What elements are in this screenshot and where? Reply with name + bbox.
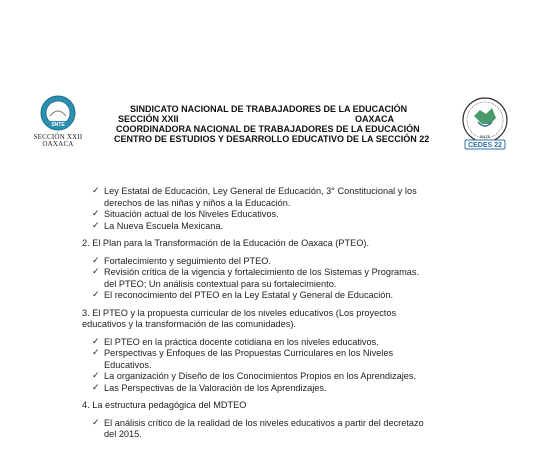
section-3-title: 3. El PTEO y la propuesta curricular de los niveles educativos (Los proyectos: [82, 307, 397, 318]
list-item: ✓ El análisis crítico de la realidad de los niveles educativos a partir del decretazo: [92, 417, 424, 428]
checkmark-icon: ✓: [92, 348, 100, 358]
section-3-title-continuation: educativos y la transformación de las comunidades).: [82, 319, 296, 329]
list-item: ✓ Ley Estatal de Educación, Ley General de Educación, 3° Constitucional y los: [92, 186, 417, 196]
list-item: ✓ La Nueva Escuela Mexicana.: [92, 220, 223, 231]
header-line-seccion: [100, 114, 450, 124]
list-item-continuation: del 2015.: [104, 429, 142, 439]
checkmark-icon: ✓: [92, 267, 100, 277]
checkmark-icon: ✓: [92, 290, 100, 300]
list-item-continuation: del PTEO; Un análisis contextual para su fortalecimiento.: [104, 278, 337, 289]
header-oaxaca: OAXACA: [354, 114, 394, 124]
checkmark-icon: ✓: [92, 220, 100, 231]
checkmark-icon: ✓: [92, 186, 100, 196]
cedes-emblem-icon: [456, 94, 514, 152]
checkmark-icon: ✓: [92, 371, 100, 381]
header-line-centro: CENTRO DE ESTUDIOS Y DESARROLLO EDUCATIVO DE LA SECCIÓN 22: [114, 134, 430, 144]
checkmark-icon: ✓: [92, 382, 100, 393]
checkmark-icon: ✓: [92, 255, 100, 266]
list-item-continuation: derechos de las niñas y niños a la Educación.: [104, 197, 291, 208]
document-body: [82, 186, 482, 441]
list-item-continuation: Educativos.: [104, 359, 152, 370]
cedes-badge-bottom: CEDES 22: [468, 142, 502, 149]
list-item: ✓ El PTEO en la práctica docente cotidiana en los niveles educativos.: [92, 336, 379, 347]
header-line-coordinadora: COORDINADORA NACIONAL DE TRABAJADORES DE LA EDUCACIÓN: [116, 124, 420, 134]
header-seccion: SECCIÓN XXII: [118, 114, 179, 124]
cedes-badge-top: SNTE: [479, 134, 491, 139]
section-4-title: 4. La estructura pedagógica del MDTEO: [82, 400, 247, 410]
section-2-title: 2. El Plan para la Transformación de la Educación de Oaxaca (PTEO).: [82, 238, 369, 248]
logo-caption-seccion: SECCIÓN XXII: [33, 133, 83, 141]
cedes-22-logo: [456, 94, 516, 152]
header-line-sindicato: SINDICATO NACIONAL DE TRABAJADORES DE LA EDUCACIÓN: [130, 104, 408, 114]
logo-caption-oaxaca: OAXACA: [42, 140, 74, 148]
document-header: [100, 104, 450, 144]
list-item: ✓ La organización y Diseño de los Conocimientos Propios en los Aprendizajes.: [92, 371, 417, 381]
snte-emblem-icon: [36, 94, 80, 134]
list-item: ✓ Situación actual de los Niveles Educativos.: [92, 209, 279, 219]
snte-badge-text: SNTE: [51, 122, 65, 128]
checkmark-icon: ✓: [92, 417, 100, 428]
list-item: ✓ Perspectivas y Enfoques de las Propuestas Curriculares en los Niveles: [92, 348, 394, 358]
checkmark-icon: ✓: [92, 209, 100, 219]
list-item: ✓ El reconocimiento del PTEO en la Ley Estatal y General de Educación.: [92, 290, 394, 300]
snte-seccion-xxii-logo: [27, 94, 89, 148]
checkmark-icon: ✓: [92, 336, 100, 347]
list-item: ✓ Revisión crítica de la vigencia y fortalecimiento de los Sistemas y Programas.: [92, 267, 420, 277]
list-item: ✓ Las Perspectivas de la Valoración de los Aprendizajes.: [92, 382, 327, 393]
list-item: ✓ Fortalecimiento y seguimiento del PTEO.: [92, 255, 271, 266]
